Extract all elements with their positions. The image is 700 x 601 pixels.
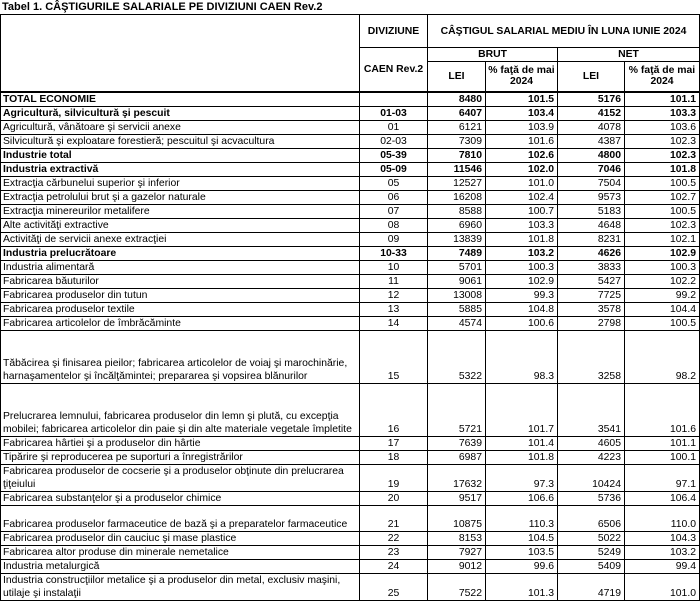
table-row	[1, 204, 700, 218]
row-brut-pct: 101.0	[486, 176, 558, 190]
row-net-pct: 104.4	[625, 302, 700, 316]
row-brut-lei: 17632	[428, 464, 486, 491]
row-brut-lei: 5721	[428, 383, 486, 436]
row-name: Industria alimentară	[1, 260, 360, 274]
row-net-lei: 7046	[558, 162, 625, 176]
row-code: 23	[360, 545, 428, 559]
row-brut-lei: 10875	[428, 505, 486, 531]
row-name: Fabricarea produselor din tutun	[1, 288, 360, 302]
row-brut-pct: 102.4	[486, 190, 558, 204]
row-code: 05-39	[360, 148, 428, 162]
row-net-pct: 103.3	[625, 106, 700, 120]
row-code: 17	[360, 436, 428, 450]
row-net-lei: 6506	[558, 505, 625, 531]
row-name: Fabricarea produselor din cauciuc şi mase plastice	[1, 531, 360, 545]
row-net-lei: 3541	[558, 383, 625, 436]
table-row	[1, 92, 700, 107]
row-net-lei: 5427	[558, 274, 625, 288]
row-net-lei: 4223	[558, 450, 625, 464]
salary-table	[0, 14, 700, 601]
row-brut-lei: 11546	[428, 162, 486, 176]
row-net-lei: 4078	[558, 120, 625, 134]
row-brut-lei: 13008	[428, 288, 486, 302]
row-net-pct: 101.8	[625, 162, 700, 176]
row-net-pct: 99.2	[625, 288, 700, 302]
row-net-lei: 8231	[558, 232, 625, 246]
row-code: 10-33	[360, 246, 428, 260]
row-net-lei: 5409	[558, 559, 625, 573]
row-code: 18	[360, 450, 428, 464]
row-net-pct: 97.1	[625, 464, 700, 491]
row-net-lei: 3258	[558, 330, 625, 383]
row-name: Industria metalurgică	[1, 559, 360, 573]
row-brut-pct: 100.6	[486, 316, 558, 330]
row-name: Fabricarea articolelor de îmbrăcăminte	[1, 316, 360, 330]
row-net-lei: 3833	[558, 260, 625, 274]
row-code: 24	[360, 559, 428, 573]
table-row	[1, 316, 700, 330]
net-pct-header: % faţă de mai 2024	[625, 62, 700, 92]
diviziune-header: DIVIZIUNE	[360, 15, 428, 48]
row-name: Tăbăcirea şi finisarea pieilor; fabricarea articolelor de voiaj şi marochinărie, harnaşamentelor şi încălţămintei; prepararea şi vopsirea blănurilor	[1, 330, 360, 383]
table-row	[1, 531, 700, 545]
row-net-lei: 2798	[558, 316, 625, 330]
row-code: 14	[360, 316, 428, 330]
row-name: Fabricarea substanţelor şi a produselor chimice	[1, 491, 360, 505]
row-brut-lei: 7810	[428, 148, 486, 162]
row-brut-lei: 5322	[428, 330, 486, 383]
row-brut-lei: 7522	[428, 573, 486, 600]
row-net-pct: 102.3	[625, 148, 700, 162]
row-net-lei: 4648	[558, 218, 625, 232]
table-row	[1, 274, 700, 288]
table-row	[1, 134, 700, 148]
row-brut-pct: 101.4	[486, 436, 558, 450]
row-brut-pct: 101.8	[486, 232, 558, 246]
row-brut-lei: 5885	[428, 302, 486, 316]
row-brut-pct: 103.4	[486, 106, 558, 120]
net-lei-header: LEI	[558, 62, 625, 92]
row-brut-lei: 8480	[428, 92, 486, 107]
row-name: Agricultură, vânătoare şi servicii anexe	[1, 120, 360, 134]
row-brut-lei: 6407	[428, 106, 486, 120]
row-net-pct: 100.5	[625, 176, 700, 190]
row-brut-pct: 101.5	[486, 92, 558, 107]
row-net-pct: 102.7	[625, 190, 700, 204]
row-brut-pct: 97.3	[486, 464, 558, 491]
table-row	[1, 491, 700, 505]
row-name: Fabricarea băuturilor	[1, 274, 360, 288]
row-net-lei: 5176	[558, 92, 625, 107]
row-name: Extracţia petrolului brut şi a gazelor naturale	[1, 190, 360, 204]
row-code: 06	[360, 190, 428, 204]
table-row	[1, 106, 700, 120]
row-net-pct: 101.6	[625, 383, 700, 436]
row-net-pct: 100.5	[625, 316, 700, 330]
row-code: 21	[360, 505, 428, 531]
row-net-pct: 103.6	[625, 120, 700, 134]
table-row	[1, 545, 700, 559]
row-net-lei: 4800	[558, 148, 625, 162]
row-name: Extracţia cărbunelui superior şi inferior	[1, 176, 360, 190]
row-name: Silvicultură şi exploatare forestieră; pescuitul şi acvacultura	[1, 134, 360, 148]
row-brut-lei: 9517	[428, 491, 486, 505]
brut-header: BRUT	[428, 48, 558, 62]
row-brut-pct: 102.0	[486, 162, 558, 176]
table-row	[1, 232, 700, 246]
row-brut-pct: 101.6	[486, 134, 558, 148]
row-name: Activităţi de servicii anexe extracţiei	[1, 232, 360, 246]
blank-header-cell	[1, 15, 360, 92]
table-row	[1, 436, 700, 450]
row-name: Industrie total	[1, 148, 360, 162]
row-brut-pct: 101.3	[486, 573, 558, 600]
row-brut-pct: 103.2	[486, 246, 558, 260]
row-net-lei: 5736	[558, 491, 625, 505]
table-row	[1, 505, 700, 531]
table-row	[1, 260, 700, 274]
row-brut-lei: 8588	[428, 204, 486, 218]
row-code: 01-03	[360, 106, 428, 120]
row-brut-lei: 7489	[428, 246, 486, 260]
row-code	[360, 92, 428, 107]
row-brut-lei: 7309	[428, 134, 486, 148]
row-brut-pct: 102.9	[486, 274, 558, 288]
row-code: 15	[360, 330, 428, 383]
row-brut-lei: 12527	[428, 176, 486, 190]
row-name: Prelucrarea lemnului, fabricarea produselor din lemn şi plută, cu excepţia mobilei; fabricarea articolelor din paie şi din alte materiale vegetale împletite	[1, 383, 360, 436]
table-row	[1, 302, 700, 316]
row-net-pct: 106.4	[625, 491, 700, 505]
row-brut-pct: 102.6	[486, 148, 558, 162]
row-brut-pct: 101.7	[486, 383, 558, 436]
row-brut-lei: 5701	[428, 260, 486, 274]
row-name: TOTAL ECONOMIE	[1, 92, 360, 107]
table-body	[1, 92, 700, 601]
row-net-lei: 4605	[558, 436, 625, 450]
row-net-pct: 102.9	[625, 246, 700, 260]
row-brut-pct: 101.8	[486, 450, 558, 464]
row-code: 11	[360, 274, 428, 288]
row-name: Extracţia minereurilor metalifere	[1, 204, 360, 218]
row-net-lei: 3578	[558, 302, 625, 316]
net-header: NET	[558, 48, 700, 62]
row-brut-lei: 8153	[428, 531, 486, 545]
row-code: 19	[360, 464, 428, 491]
row-net-pct: 103.2	[625, 545, 700, 559]
table-row	[1, 162, 700, 176]
row-code: 05-09	[360, 162, 428, 176]
row-brut-lei: 4574	[428, 316, 486, 330]
table-row	[1, 464, 700, 491]
row-code: 13	[360, 302, 428, 316]
row-brut-pct: 100.3	[486, 260, 558, 274]
row-code: 07	[360, 204, 428, 218]
row-net-lei: 5022	[558, 531, 625, 545]
row-name: Industria construcţiilor metalice şi a produselor din metal, exclusiv maşini, utilaje şi instalaţii	[1, 573, 360, 600]
row-net-pct: 100.3	[625, 260, 700, 274]
table-row	[1, 288, 700, 302]
row-code: 20	[360, 491, 428, 505]
row-code: 01	[360, 120, 428, 134]
row-net-lei: 4152	[558, 106, 625, 120]
row-net-pct: 104.3	[625, 531, 700, 545]
table-title: Tabel 1. CÂŞTIGURILE SALARIALE PE DIVIZIUNI CAEN Rev.2	[2, 1, 323, 13]
row-net-lei: 9573	[558, 190, 625, 204]
row-brut-pct: 100.7	[486, 204, 558, 218]
row-code: 09	[360, 232, 428, 246]
row-code: 16	[360, 383, 428, 436]
row-net-pct: 102.2	[625, 274, 700, 288]
table-row	[1, 330, 700, 383]
caen-header: CAEN Rev.2	[360, 48, 428, 92]
row-brut-pct: 103.3	[486, 218, 558, 232]
row-net-pct: 98.2	[625, 330, 700, 383]
row-brut-pct: 104.5	[486, 531, 558, 545]
row-net-lei: 7725	[558, 288, 625, 302]
row-net-pct: 102.1	[625, 232, 700, 246]
row-brut-lei: 9061	[428, 274, 486, 288]
row-name: Agricultură, silvicultură şi pescuit	[1, 106, 360, 120]
row-brut-lei: 16208	[428, 190, 486, 204]
row-net-lei: 5249	[558, 545, 625, 559]
row-brut-pct: 103.9	[486, 120, 558, 134]
row-brut-pct: 99.3	[486, 288, 558, 302]
row-brut-pct: 103.5	[486, 545, 558, 559]
row-name: Fabricarea produselor farmaceutice de bază şi a preparatelor farmaceutice	[1, 505, 360, 531]
table-row	[1, 190, 700, 204]
row-net-pct: 99.4	[625, 559, 700, 573]
row-brut-pct: 106.6	[486, 491, 558, 505]
row-brut-lei: 6987	[428, 450, 486, 464]
row-net-lei: 4387	[558, 134, 625, 148]
row-brut-pct: 110.3	[486, 505, 558, 531]
row-code: 12	[360, 288, 428, 302]
row-net-pct: 100.1	[625, 450, 700, 464]
row-brut-pct: 99.6	[486, 559, 558, 573]
row-brut-pct: 104.8	[486, 302, 558, 316]
table-row	[1, 246, 700, 260]
row-brut-lei: 13839	[428, 232, 486, 246]
table-row	[1, 176, 700, 190]
row-name: Fabricarea altor produse din minerale nemetalice	[1, 545, 360, 559]
row-name: Fabricarea produselor textile	[1, 302, 360, 316]
row-net-pct: 102.3	[625, 134, 700, 148]
table-row	[1, 218, 700, 232]
table-row	[1, 450, 700, 464]
row-net-lei: 4626	[558, 246, 625, 260]
row-net-pct: 101.1	[625, 92, 700, 107]
table-header	[1, 15, 700, 92]
row-brut-lei: 9012	[428, 559, 486, 573]
row-code: 22	[360, 531, 428, 545]
row-name: Industria prelucrătoare	[1, 246, 360, 260]
row-code: 08	[360, 218, 428, 232]
row-brut-lei: 7927	[428, 545, 486, 559]
row-net-pct: 101.1	[625, 436, 700, 450]
row-code: 02-03	[360, 134, 428, 148]
row-net-pct: 110.0	[625, 505, 700, 531]
row-name: Fabricarea hârtiei şi a produselor din hârtie	[1, 436, 360, 450]
row-name: Industria extractivă	[1, 162, 360, 176]
row-net-lei: 7504	[558, 176, 625, 190]
row-net-lei: 10424	[558, 464, 625, 491]
table-row	[1, 148, 700, 162]
brut-lei-header: LEI	[428, 62, 486, 92]
brut-pct-header: % faţă de mai 2024	[486, 62, 558, 92]
row-brut-lei: 6960	[428, 218, 486, 232]
row-net-lei: 4719	[558, 573, 625, 600]
row-net-pct: 100.5	[625, 204, 700, 218]
row-code: 25	[360, 573, 428, 600]
row-name: Alte activităţi extractive	[1, 218, 360, 232]
row-brut-lei: 7639	[428, 436, 486, 450]
table-row	[1, 383, 700, 436]
row-brut-pct: 98.3	[486, 330, 558, 383]
main-header: CÂŞTIGUL SALARIAL MEDIU ÎN LUNA IUNIE 2024	[428, 15, 700, 48]
table-row	[1, 120, 700, 134]
row-name: Tipărire şi reproducerea pe suporturi a înregistrărilor	[1, 450, 360, 464]
row-net-pct: 102.3	[625, 218, 700, 232]
table-row	[1, 559, 700, 573]
row-code: 10	[360, 260, 428, 274]
row-net-pct: 101.0	[625, 573, 700, 600]
row-net-lei: 5183	[558, 204, 625, 218]
row-brut-lei: 6121	[428, 120, 486, 134]
row-name: Fabricarea produselor de cocserie şi a produselor obţinute din prelucrarea ţiţeiului	[1, 464, 360, 491]
row-code: 05	[360, 176, 428, 190]
